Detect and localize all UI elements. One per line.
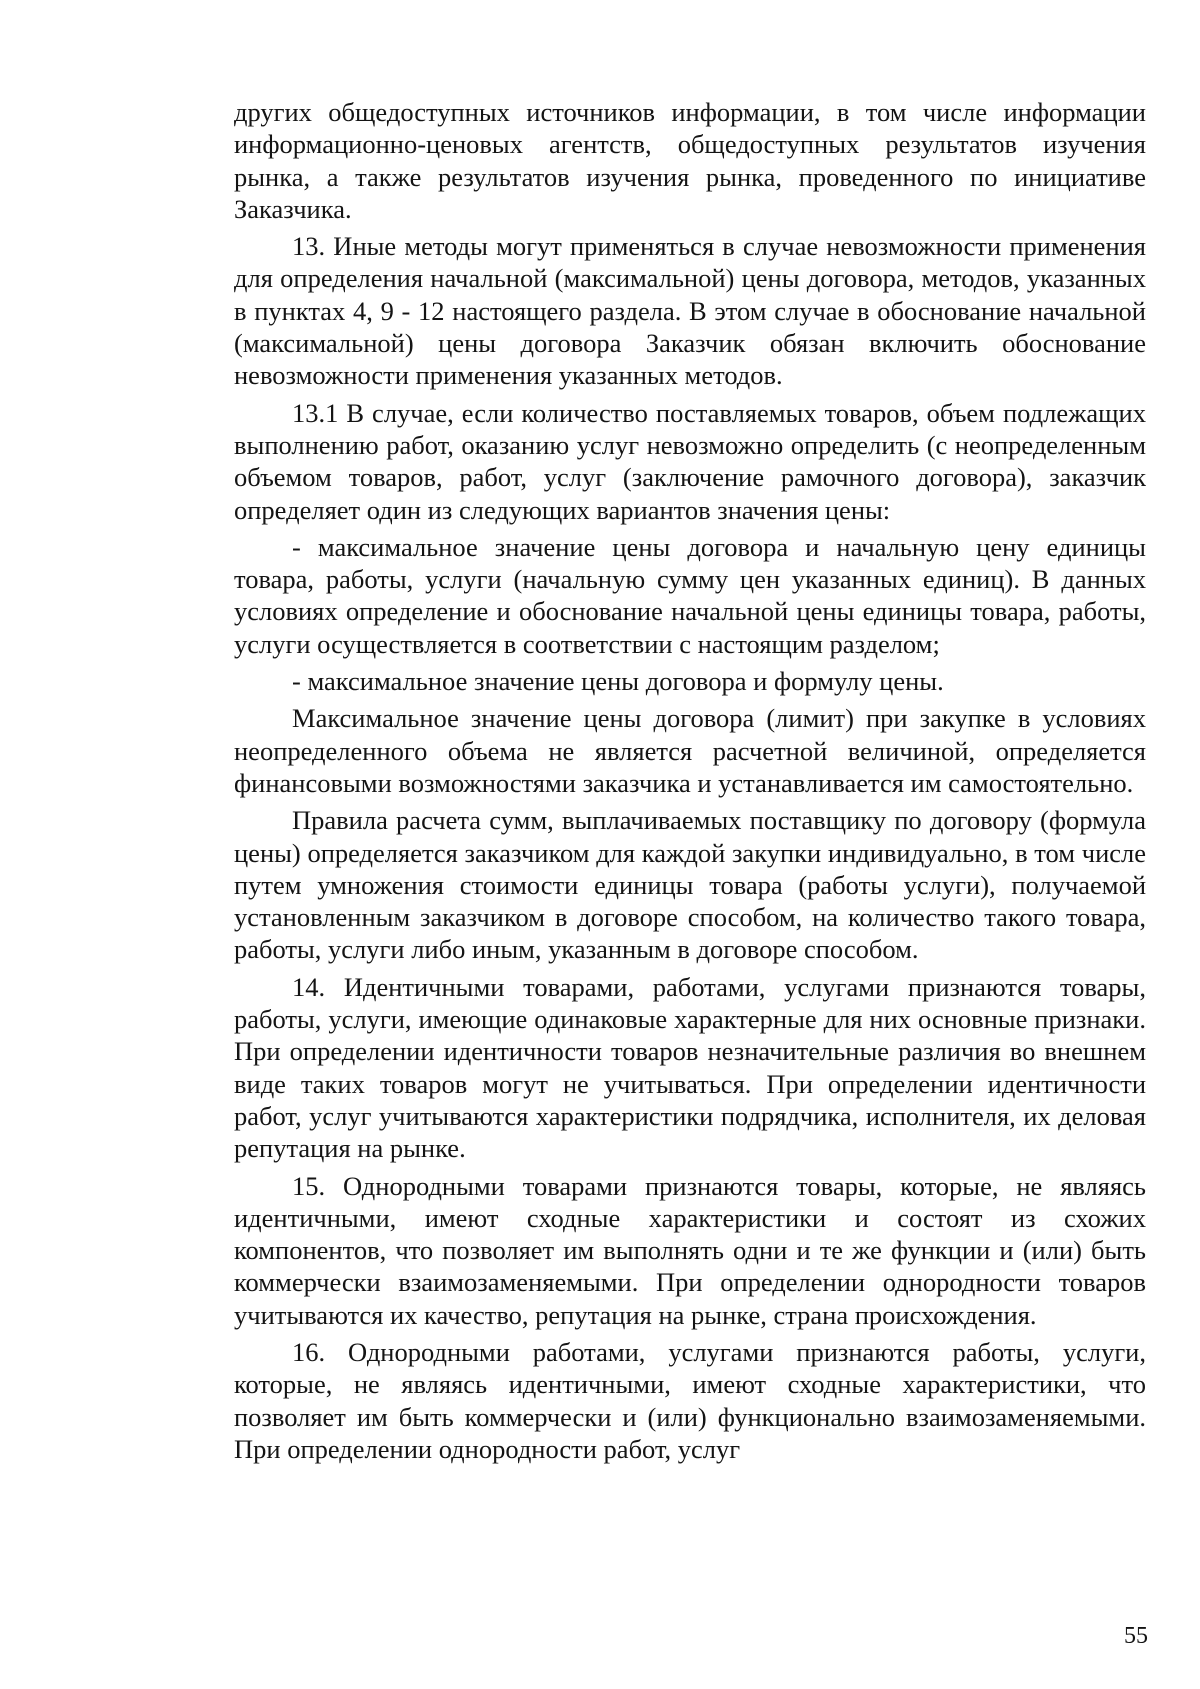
paragraph-item-16: 16. Однородными работами, услугами признаются работы, услуги, которые, не являясь идентичными, имеют сходные характеристики, что позволяет им быть коммерчески и (или) функционально взаимозаменяемыми. При определении однородности работ, услуг [234,1336,1146,1464]
paragraph-calculation-rules: Правила расчета сумм, выплачиваемых поставщику по договору (формула цены) определяется заказчиком для каждой закупки индивидуально, в том числе путем умножения стоимости единицы товара (работы услуги), получаемой установленным заказчиком в договоре способом, на количество такого товара, работы, услуги либо иным, указанным в договоре способом. [234,805,1146,965]
paragraph-item-13-1: 13.1 В случае, если количество поставляемых товаров, объем подлежащих выполнению работ, оказанию услуг невозможно определить (с неопределенным объемом товаров, работ, услуг (заключение рамочного договора), заказчик определяет один из следующих вариантов значения цены: [234,397,1146,525]
paragraph-item-15: 15. Однородными товарами признаются товары, которые, не являясь идентичными, имеют сходные характеристики и состоят из схожих компонентов, что позволяет им выполнять одни и те же функции и (или) быть коммерчески взаимозаменяемыми. При определении однородности товаров учитываются их качество, репутация на рынке, страна происхождения. [234,1170,1146,1330]
paragraph-item-14: 14. Идентичными товарами, работами, услугами признаются товары, работы, услуги, имеющие одинаковые характерные для них основные признаки. При определении идентичности товаров незначительные различия во внешнем виде таких товаров могут не учитываться. При определении идентичности работ, услуг учитываются характеристики подрядчика, исполнителя, их деловая репутация на рынке. [234,971,1146,1164]
paragraph-continuation: других общедоступных источников информации, в том числе информации информационно-ценовых агентств, общедоступных результатов изучения рынка, а также результатов изучения рынка, проведенного по инициативе Заказчика. [234,97,1146,224]
page-number: 55 [1124,1623,1148,1649]
document-body [234,96,1146,1470]
paragraph-item-13: 13. Иные методы могут применяться в случае невозможности применения для определения начальной (максимальной) цены договора, методов, указанных в пунктах 4, 9 - 12 настоящего раздела. В этом случае в обоснование начальной (максимальной) цены договора Заказчик обязан включить обоснование невозможности применения указанных методов. [234,231,1146,391]
paragraph-option-unit-price: - максимальное значение цены договора и начальную цену единицы товара, работы, услуги (начальную сумму цен указанных единиц). В данных условиях определение и обоснование начальной цены единицы товара, работы, услуги осуществляется в соответствии с настоящим разделом; [234,531,1146,659]
paragraph-option-price-formula: - максимальное значение цены договора и формулу цены. [292,666,944,697]
paragraph-price-limit: Максимальное значение цены договора (лимит) при закупке в условиях неопределенного объема не является расчетной величиной, определяется финансовыми возможностями заказчика и устанавливается им самостоятельно. [234,703,1146,798]
